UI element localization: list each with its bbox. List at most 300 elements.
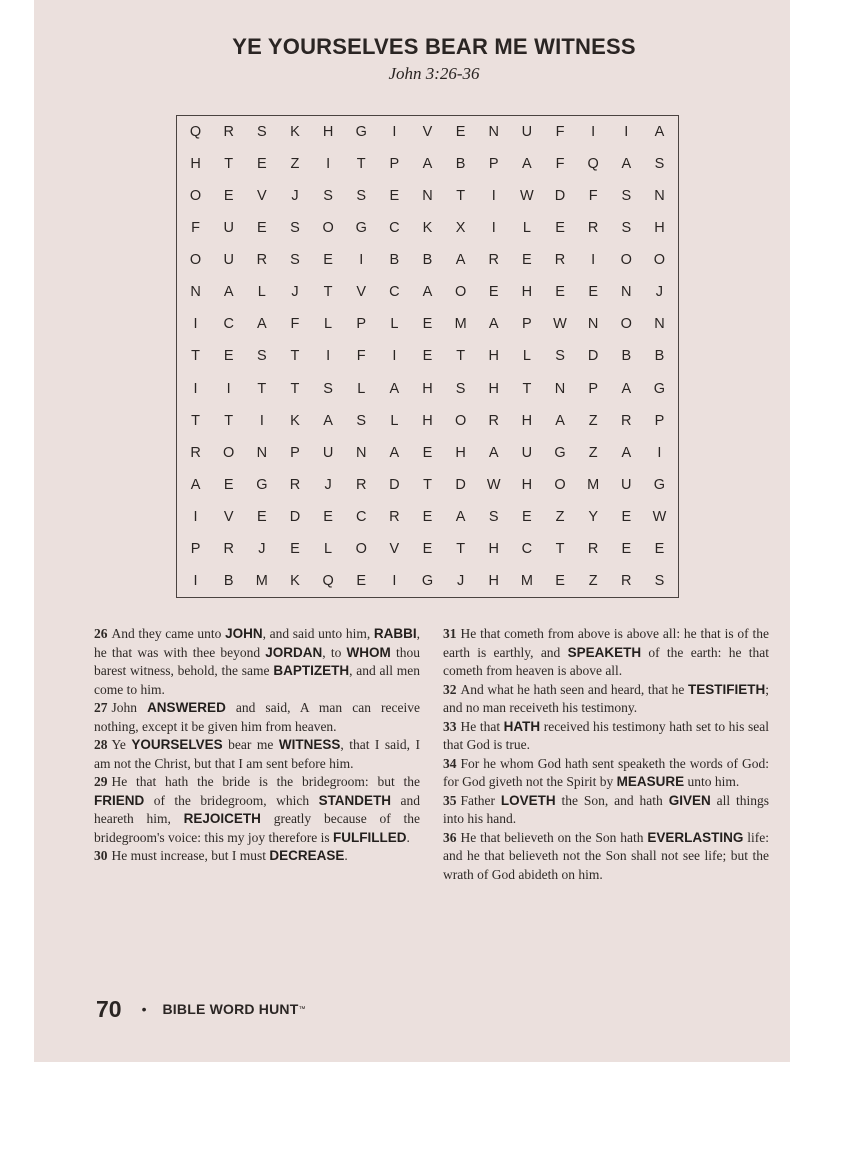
grid-letter[interactable]: E <box>621 540 632 557</box>
grid-letter[interactable]: I <box>491 188 496 205</box>
verse-text: , he that was with thee beyond <box>94 626 420 660</box>
grid-letter[interactable]: O <box>454 412 467 429</box>
grid-letter[interactable]: D <box>455 476 466 493</box>
grid-letter[interactable]: T <box>323 284 333 301</box>
verse-number: 29 <box>94 774 108 789</box>
grid-letter[interactable]: H <box>422 380 433 397</box>
grid-letter[interactable]: V <box>422 124 433 141</box>
grid-letter[interactable]: I <box>392 348 397 365</box>
verse-31 <box>443 625 769 681</box>
grid-letter[interactable]: D <box>389 476 400 493</box>
grid-letter[interactable]: B <box>422 252 433 269</box>
grid-letter[interactable]: V <box>256 188 267 205</box>
verse-34 <box>443 755 769 792</box>
grid-letter[interactable]: A <box>256 316 267 333</box>
grid-letter[interactable]: I <box>392 124 397 141</box>
keyword: MEASURE <box>616 774 685 789</box>
verse-text: and heareth him, <box>94 792 420 826</box>
grid-letter[interactable]: N <box>422 188 433 205</box>
grid-letter[interactable]: P <box>190 540 201 557</box>
grid-letter[interactable]: G <box>256 476 268 493</box>
grid-letter[interactable]: U <box>322 444 334 461</box>
grid-letter[interactable]: O <box>223 444 235 461</box>
grid-letter[interactable]: B <box>223 572 234 589</box>
verse-33 <box>443 718 769 755</box>
grid-letter[interactable]: E <box>323 508 333 525</box>
grid-letter[interactable]: F <box>356 348 366 365</box>
grid-letter[interactable]: H <box>488 540 499 557</box>
grid-letter[interactable]: L <box>257 284 266 301</box>
grid-letter[interactable]: A <box>621 444 632 461</box>
grid-letter[interactable]: I <box>392 572 397 589</box>
page-title: YE YOURSELVES BEAR ME WITNESS <box>232 34 636 59</box>
grid-letter[interactable]: N <box>488 124 499 141</box>
grid-letter[interactable]: I <box>193 572 198 589</box>
grid-letter[interactable]: E <box>422 316 433 333</box>
grid-letter[interactable]: N <box>190 284 201 301</box>
grid-letter[interactable]: L <box>522 348 531 365</box>
grid-letter[interactable]: H <box>190 156 201 173</box>
keyword: SPEAKETH <box>567 644 642 660</box>
grid-letter[interactable]: S <box>323 188 333 205</box>
verse-text: , and said unto him, <box>262 626 374 641</box>
keyword: ANSWERED <box>147 700 226 715</box>
grid-letter[interactable]: T <box>290 380 300 397</box>
grid-letter[interactable]: J <box>291 188 299 205</box>
grid-letter[interactable]: B <box>654 348 665 365</box>
verse-text: For he whom God hath sent speaketh the words of God: for God giveth not the Spirit by <box>443 755 769 789</box>
grid-letter[interactable]: P <box>389 156 400 173</box>
grid-letter[interactable]: J <box>291 284 299 301</box>
grid-letter[interactable]: C <box>521 540 533 557</box>
verse-text: bear me <box>222 737 279 752</box>
grid-letter[interactable]: L <box>357 380 366 397</box>
grid-letter[interactable]: L <box>324 540 333 557</box>
grid-letter[interactable]: A <box>223 284 234 301</box>
keyword: GIVEN <box>668 792 711 808</box>
grid-letter[interactable]: A <box>522 156 532 173</box>
grid-letter[interactable]: M <box>587 476 600 493</box>
grid-letter[interactable]: H <box>521 284 533 301</box>
grid-letter[interactable]: A <box>621 156 632 173</box>
grid-letter[interactable]: I <box>591 124 596 141</box>
keyword: STANDETH <box>318 792 392 808</box>
grid-letter[interactable]: Z <box>290 156 300 173</box>
grid-letter[interactable]: N <box>654 188 665 205</box>
grid-letter[interactable]: S <box>256 348 267 365</box>
keyword: RABBI <box>373 626 417 641</box>
grid-letter[interactable]: E <box>522 252 532 269</box>
verse-number: 26 <box>94 626 108 641</box>
grid-letter[interactable]: E <box>256 220 267 237</box>
grid-letter[interactable]: I <box>259 412 264 429</box>
grid-letter[interactable]: S <box>290 252 300 269</box>
scripture-reference: John 3:26-36 <box>388 64 480 83</box>
grid-letter[interactable]: A <box>323 412 333 429</box>
grid-letter[interactable]: H <box>422 412 433 429</box>
grid-letter[interactable]: F <box>290 316 300 333</box>
grid-letter[interactable]: N <box>621 284 632 301</box>
keyword: DECREASE <box>269 848 345 863</box>
grid-letter[interactable]: T <box>191 412 200 429</box>
verses-left-column <box>94 625 420 866</box>
grid-letter[interactable]: U <box>521 124 533 141</box>
verse-30 <box>94 847 420 866</box>
grid-letter[interactable]: B <box>455 156 466 173</box>
grid-letter[interactable]: S <box>356 188 367 205</box>
grid-letter[interactable]: E <box>422 348 433 365</box>
grid-letter[interactable]: M <box>520 572 533 589</box>
verse-text: He that <box>460 718 504 734</box>
book-title: BIBLE WORD HUNT <box>162 1001 299 1017</box>
grid-letter[interactable]: I <box>624 124 629 141</box>
grid-letter[interactable]: O <box>189 252 202 269</box>
grid-letter[interactable]: K <box>422 220 433 237</box>
verse-35 <box>443 792 769 829</box>
verse-text: Father <box>460 792 501 808</box>
grid-letter[interactable]: T <box>456 188 466 205</box>
grid-letter[interactable]: X <box>455 220 466 237</box>
grid-letter[interactable]: A <box>621 380 632 397</box>
grid-letter[interactable]: O <box>189 188 202 205</box>
grid-letter[interactable]: I <box>326 156 331 173</box>
verse-text: the Son, and hath <box>555 792 669 808</box>
verse-text: He that cometh from above is above all: he that is of the earth is earthly, and <box>443 626 769 660</box>
verse-text: , that I said, I am not the Christ, but that I am sent before him. <box>94 737 420 771</box>
verse-29 <box>94 773 420 847</box>
grid-letter[interactable]: O <box>620 252 632 269</box>
keyword: EVERLASTING <box>647 829 744 845</box>
grid-letter[interactable]: E <box>223 348 234 365</box>
grid-letter[interactable]: I <box>193 380 198 397</box>
verse-number: 27 <box>94 700 108 715</box>
grid-letter[interactable]: S <box>356 412 367 429</box>
grid-letter[interactable]: K <box>290 412 300 429</box>
verse-text: , to <box>322 644 347 660</box>
grid-letter[interactable]: R <box>587 540 599 557</box>
grid-letter[interactable]: Q <box>189 124 202 141</box>
grid-letter[interactable]: V <box>356 284 367 301</box>
grid-letter[interactable]: W <box>486 476 501 493</box>
keyword: TESTIFIETH <box>687 681 766 697</box>
grid-letter[interactable]: I <box>491 220 496 237</box>
grid-letter[interactable]: B <box>621 348 632 365</box>
grid-letter[interactable]: J <box>655 284 664 301</box>
grid-letter[interactable]: I <box>359 252 364 269</box>
grid-letter[interactable]: T <box>224 412 234 429</box>
verse-text: He that hath the bride is the bridegroom: but the <box>111 774 420 789</box>
grid-letter[interactable]: T <box>423 476 432 493</box>
grid-letter[interactable]: I <box>657 444 662 461</box>
keyword: JORDAN <box>265 644 323 660</box>
keyword: LOVETH <box>500 792 556 808</box>
grid-letter[interactable]: R <box>223 540 234 557</box>
grid-letter[interactable]: E <box>555 220 565 237</box>
verse-number: 33 <box>443 718 457 734</box>
grid-letter[interactable]: R <box>223 124 234 141</box>
grid-letter[interactable]: Z <box>588 412 598 429</box>
verse-text: of the earth: he that cometh from heaven is above all. <box>443 644 769 678</box>
grid-letter[interactable]: G <box>653 380 666 397</box>
grid-letter[interactable]: P <box>488 156 499 173</box>
grid-letter[interactable]: N <box>587 316 599 333</box>
grid-letter[interactable]: E <box>621 508 632 525</box>
verse-text: and said, A man can receive nothing, except it be given him from heaven. <box>94 700 420 734</box>
grid-letter[interactable]: F <box>555 156 565 173</box>
verse-28 <box>94 736 420 773</box>
grid-letter[interactable]: M <box>255 572 268 589</box>
grid-letter[interactable]: K <box>290 572 300 589</box>
verse-text: of the bridegroom, which <box>144 792 319 808</box>
grid-letter[interactable]: O <box>355 540 367 557</box>
verse-text: . <box>344 848 348 863</box>
bullet-separator: • <box>141 1001 147 1017</box>
verse-number: 28 <box>94 737 108 752</box>
grid-letter[interactable]: E <box>522 508 532 525</box>
grid-letter[interactable]: R <box>488 252 499 269</box>
keyword: FULFILLED <box>333 829 407 845</box>
grid-letter[interactable]: A <box>422 284 433 301</box>
grid-letter[interactable]: A <box>389 444 400 461</box>
grid-letter[interactable]: K <box>290 124 300 141</box>
grid-letter[interactable]: E <box>422 540 433 557</box>
verse-text: He that believeth on the Son hath <box>460 829 648 845</box>
grid-letter[interactable]: E <box>223 188 234 205</box>
page-footer <box>96 994 306 1024</box>
grid-letter[interactable]: E <box>290 540 300 557</box>
grid-letter[interactable]: H <box>455 444 466 461</box>
grid-letter[interactable]: E <box>422 508 433 525</box>
grid-letter[interactable]: Y <box>588 508 598 525</box>
verse-32 <box>443 681 769 718</box>
grid-letter[interactable]: A <box>190 476 201 493</box>
grid-letter[interactable]: T <box>356 156 366 173</box>
verse-number: 30 <box>94 848 108 863</box>
verse-text: ; and no man receiveth his testimony. <box>443 681 769 715</box>
grid-letter[interactable]: L <box>390 412 399 429</box>
grid-letter[interactable]: H <box>322 124 334 141</box>
grid-letter[interactable]: O <box>653 252 666 269</box>
grid-letter[interactable]: T <box>191 348 200 365</box>
keyword: BAPTIZETH <box>273 663 350 678</box>
grid-letter[interactable]: R <box>289 476 301 493</box>
grid-letter[interactable]: Z <box>588 572 598 589</box>
grid-letter[interactable]: V <box>223 508 234 525</box>
book-page <box>34 0 790 1062</box>
keyword: WHOM <box>346 644 391 660</box>
grid-letter[interactable]: A <box>488 316 499 333</box>
grid-letter[interactable]: A <box>654 124 665 141</box>
grid-letter[interactable]: S <box>654 156 665 173</box>
grid-letter[interactable]: R <box>190 444 201 461</box>
grid-letter[interactable]: R <box>256 252 268 269</box>
grid-letter[interactable]: A <box>455 508 466 525</box>
word-search-grid[interactable] <box>176 115 679 598</box>
grid-letter[interactable]: S <box>621 188 632 205</box>
grid-letter[interactable]: S <box>290 220 300 237</box>
grid-letter[interactable]: H <box>488 380 499 397</box>
grid-letter[interactable]: L <box>390 316 399 333</box>
grid-letter[interactable]: S <box>455 380 466 397</box>
grid-letter[interactable]: I <box>193 316 198 333</box>
grid-letter[interactable]: T <box>224 156 234 173</box>
grid-letter[interactable]: U <box>223 252 234 269</box>
grid-letter[interactable]: J <box>457 572 465 589</box>
grid-letter[interactable]: B <box>389 252 400 269</box>
grid-letter[interactable]: E <box>654 540 665 557</box>
grid-letter[interactable]: G <box>554 444 566 461</box>
grid-letter[interactable]: R <box>488 412 499 429</box>
grid-letter[interactable]: R <box>355 476 367 493</box>
grid-letter[interactable]: A <box>555 412 565 429</box>
verse-text: John <box>111 700 148 715</box>
verse-text: And what he hath seen and heard, that he <box>460 681 688 697</box>
verse-number: 34 <box>443 755 457 771</box>
grid-letter[interactable]: G <box>355 220 367 237</box>
grid-letter[interactable]: S <box>256 124 267 141</box>
verse-text: all things into his hand. <box>443 792 769 826</box>
grid-letter[interactable]: C <box>223 316 234 333</box>
grid-letter[interactable]: T <box>290 348 300 365</box>
grid-letter[interactable]: A <box>488 444 499 461</box>
grid-letter[interactable]: S <box>621 220 632 237</box>
grid-letter[interactable]: E <box>422 444 433 461</box>
grid-letter[interactable]: Q <box>322 572 334 589</box>
grid-letter[interactable]: U <box>621 476 632 493</box>
grid-letter[interactable]: U <box>521 444 533 461</box>
grid-letter[interactable]: C <box>389 284 400 301</box>
grid-letter[interactable]: H <box>488 348 499 365</box>
grid-letter[interactable]: E <box>256 156 267 173</box>
grid-letter[interactable]: M <box>454 316 467 333</box>
grid-letter[interactable]: O <box>554 476 566 493</box>
grid-letter[interactable]: J <box>324 476 332 493</box>
grid-letter[interactable]: C <box>389 220 400 237</box>
grid-letter[interactable]: E <box>588 284 598 301</box>
grid-letter[interactable]: W <box>520 188 534 205</box>
grid-letter[interactable]: E <box>488 284 499 301</box>
grid-letter[interactable]: D <box>554 188 566 205</box>
keyword: YOURSELVES <box>131 737 223 752</box>
grid-letter[interactable]: N <box>554 380 566 397</box>
verse-text: . <box>406 829 410 845</box>
grid-letter[interactable]: I <box>591 252 596 269</box>
grid-letter[interactable]: P <box>522 316 532 333</box>
grid-letter[interactable]: L <box>324 316 333 333</box>
grid-letter[interactable]: F <box>191 220 200 237</box>
keyword: REJOICETH <box>183 811 261 826</box>
grid-letter[interactable]: R <box>621 572 632 589</box>
keyword: WITNESS <box>278 737 341 752</box>
grid-letter[interactable]: Z <box>555 508 565 525</box>
grid-letter[interactable]: S <box>555 348 565 365</box>
grid-letter[interactable]: P <box>654 412 665 429</box>
grid-letter[interactable]: A <box>455 252 466 269</box>
verse-text: thou barest witness, behold, the same <box>94 644 420 678</box>
grid-letter[interactable]: E <box>555 572 565 589</box>
grid-letter[interactable]: D <box>587 348 599 365</box>
verse-text: , and all men come to him. <box>94 663 420 697</box>
grid-letter[interactable]: S <box>654 572 665 589</box>
grid-letter[interactable]: T <box>522 380 532 397</box>
verse-text: received his testimony hath set to his seal that God is true. <box>443 718 769 752</box>
grid-letter[interactable]: P <box>356 316 367 333</box>
grid-letter[interactable]: E <box>555 284 565 301</box>
grid-letter[interactable]: P <box>290 444 300 461</box>
grid-letter[interactable]: W <box>553 316 567 333</box>
keyword: FRIEND <box>94 792 145 808</box>
verse-number: 31 <box>443 626 457 641</box>
grid-letter[interactable]: R <box>554 252 566 269</box>
grid-letter[interactable]: G <box>355 124 367 141</box>
grid-letter[interactable]: O <box>620 316 632 333</box>
grid-letter[interactable]: Z <box>588 444 598 461</box>
grid-letter[interactable]: E <box>256 508 267 525</box>
verse-text: greatly because of the bridegroom's voice: this my joy therefore is <box>94 811 420 845</box>
grid-letter[interactable]: W <box>652 508 667 525</box>
trademark-symbol: ™ <box>298 1005 306 1013</box>
grid-letter[interactable]: S <box>323 380 333 397</box>
verse-text: And they came unto <box>111 626 226 641</box>
grid-letter[interactable]: E <box>323 252 333 269</box>
grid-letter[interactable]: I <box>326 348 331 365</box>
grid-letter[interactable]: O <box>454 284 467 301</box>
grid-letter[interactable]: G <box>653 476 666 493</box>
grid-letter[interactable]: H <box>654 220 665 237</box>
grid-letter[interactable]: V <box>389 540 400 557</box>
verse-text: He must increase, but I must <box>111 848 270 863</box>
grid-letter[interactable]: L <box>522 220 531 237</box>
grid-letter[interactable]: I <box>193 508 198 525</box>
grid-letter[interactable]: T <box>555 540 565 557</box>
grid-letter[interactable]: I <box>226 380 231 397</box>
grid-letter[interactable]: H <box>521 476 533 493</box>
grid-letter[interactable]: P <box>588 380 598 397</box>
grid-letter[interactable]: N <box>355 444 367 461</box>
grid-letter[interactable]: F <box>555 124 565 141</box>
grid-letter[interactable]: T <box>456 348 466 365</box>
grid-letter[interactable]: D <box>289 508 301 525</box>
grid-letter[interactable]: T <box>456 540 466 557</box>
grid-letter[interactable]: H <box>488 572 499 589</box>
grid-letter[interactable]: A <box>422 156 433 173</box>
grid-letter[interactable]: T <box>257 380 267 397</box>
grid-letter[interactable]: Q <box>587 156 599 173</box>
grid-letter[interactable]: O <box>322 220 334 237</box>
grid-letter[interactable]: G <box>421 572 434 589</box>
grid-letter[interactable]: N <box>256 444 268 461</box>
grid-letter[interactable]: E <box>455 124 466 141</box>
verse-text: Ye <box>111 737 132 752</box>
grid-letter[interactable]: R <box>389 508 400 525</box>
verse-number: 32 <box>443 681 457 697</box>
grid-letter[interactable]: A <box>389 380 400 397</box>
grid-letter[interactable]: S <box>488 508 499 525</box>
grid-letter[interactable]: N <box>654 316 665 333</box>
grid-letter[interactable]: E <box>389 188 400 205</box>
grid-letter[interactable]: H <box>521 412 533 429</box>
keyword: JOHN <box>225 626 263 641</box>
grid-letter[interactable]: C <box>355 508 367 525</box>
keyword: HATH <box>503 718 541 734</box>
grid-letter[interactable]: F <box>588 188 598 205</box>
grid-letter[interactable]: R <box>587 220 599 237</box>
grid-letter[interactable]: E <box>356 572 367 589</box>
grid-letter[interactable]: R <box>621 412 632 429</box>
grid-letter[interactable]: J <box>258 540 266 557</box>
grid-letter[interactable]: U <box>223 220 234 237</box>
grid-letter[interactable]: E <box>223 476 234 493</box>
